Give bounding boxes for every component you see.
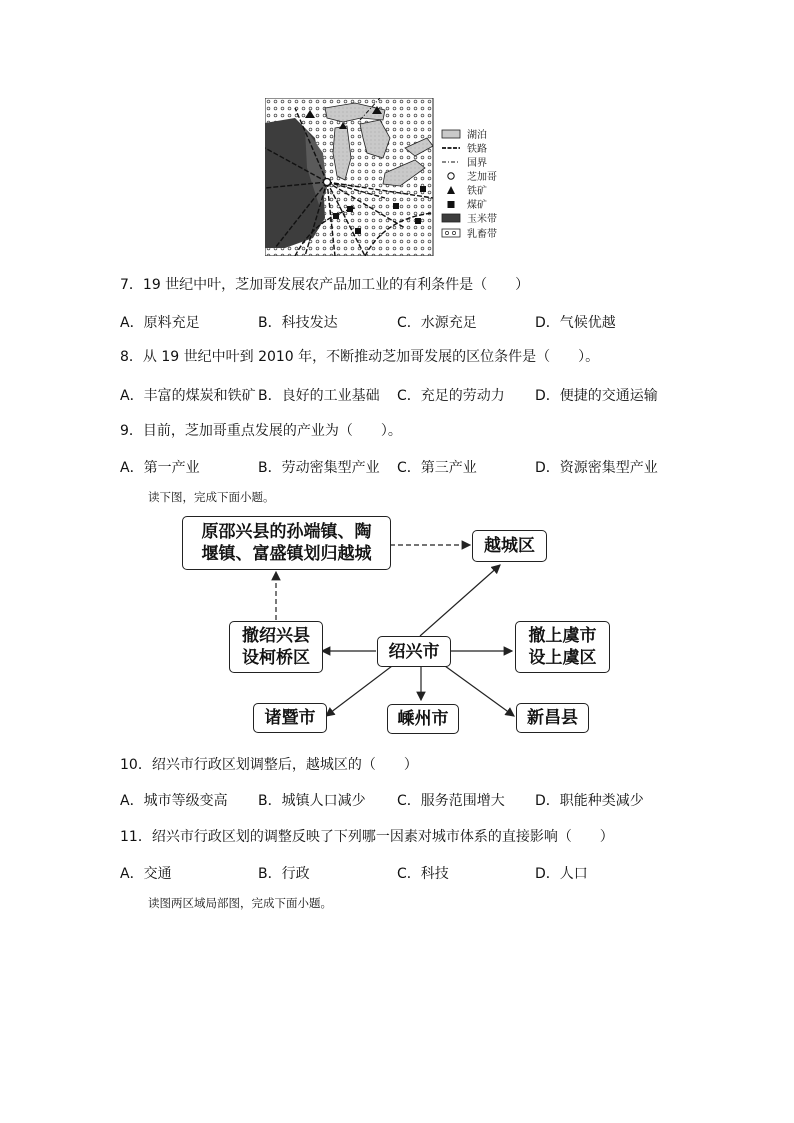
question-9-option-c[interactable]: C．第三产业 <box>397 460 477 476</box>
question-9-option-d[interactable]: D．资源密集型产业 <box>535 460 658 476</box>
legend-label: 湖泊 <box>467 130 487 141</box>
legend-label: 煤矿 <box>467 200 487 211</box>
question-7-stem: 7．19 世纪中叶，芝加哥发展农产品加工业的有利条件是（ ） <box>120 277 530 293</box>
arrow-center-to-yuecheng <box>420 565 500 636</box>
legend-label: 芝加哥 <box>467 172 497 183</box>
box-xinchang-label: 新昌县 <box>527 708 578 728</box>
box-zhuji-label: 诸暨市 <box>264 708 316 728</box>
question-11-option-d[interactable]: D．人口 <box>535 866 588 882</box>
question-8-option-a[interactable]: A．丰富的煤炭和铁矿 <box>120 388 256 404</box>
box-keqiao-line2: 设柯桥区 <box>242 648 310 668</box>
question-11-option-a[interactable]: A．交通 <box>120 866 172 882</box>
question-10-option-d[interactable]: D．职能种类减少 <box>535 793 644 809</box>
question-9-stem: 9．目前，芝加哥重点发展的产业为（ ）。 <box>120 423 402 439</box>
box-shaoxing-city <box>377 636 451 667</box>
question-8-option-c[interactable]: C．充足的劳动力 <box>397 388 505 404</box>
box-shangyu-line1: 撤上虞市 <box>528 626 597 646</box>
arrow-center-to-zhuji <box>326 666 392 716</box>
question-11-stem: 11．绍兴市行政区划的调整反映了下列哪一因素对城市体系的直接影响（ ） <box>120 829 614 845</box>
box-keqiao-district <box>229 621 323 673</box>
legend-label: 铁路 <box>467 144 487 155</box>
question-7-option-d[interactable]: D．气候优越 <box>535 315 616 331</box>
box-xinchang-county <box>516 703 589 733</box>
question-7-option-a[interactable]: A．原料充足 <box>120 315 200 331</box>
legend-label: 乳畜带 <box>467 229 497 240</box>
box-shengzhou-label: 嵊州市 <box>397 709 449 729</box>
question-10-stem: 10．绍兴市行政区划调整后，越城区的（ ） <box>120 757 418 773</box>
legend-label: 铁矿 <box>467 186 487 197</box>
box-shengzhou-city <box>387 704 459 734</box>
intro-text-2: 读图两区域局部图，完成下面小题。 <box>148 896 332 910</box>
question-8-option-b[interactable]: B．良好的工业基础 <box>258 388 380 404</box>
box-keqiao-line1: 撤绍兴县 <box>242 626 310 646</box>
question-9-option-a[interactable]: A．第一产业 <box>120 460 200 476</box>
question-11-option-b[interactable]: B．行政 <box>258 866 310 882</box>
box-zhuji-city <box>253 703 327 733</box>
question-10-option-c[interactable]: C．服务范围增大 <box>397 793 505 809</box>
legend-label: 国界 <box>467 158 487 169</box>
question-9-option-b[interactable]: B．劳动密集型产业 <box>258 460 380 476</box>
question-7-option-c[interactable]: C．水源充足 <box>397 315 477 331</box>
question-10-option-b[interactable]: B．城镇人口减少 <box>258 793 366 809</box>
box-shangyu-line2: 设上虞区 <box>528 648 597 668</box>
box-yuecheng-label: 越城区 <box>484 536 535 556</box>
box-town-transfer-line1: 原邵兴县的孙端镇、陶 <box>201 522 372 542</box>
box-town-transfer <box>182 516 391 570</box>
question-10-option-a[interactable]: A．城市等级变高 <box>120 793 228 809</box>
box-yuecheng-district <box>472 530 547 562</box>
question-11-option-c[interactable]: C．科技 <box>397 866 449 882</box>
box-shaoxing-label: 绍兴市 <box>388 641 440 662</box>
question-7-option-b[interactable]: B．科技发达 <box>258 315 338 331</box>
box-town-transfer-line2: 堰镇、富盛镇划归越城 <box>201 544 372 564</box>
question-8-option-d[interactable]: D．便捷的交通运输 <box>535 388 658 404</box>
box-shangyu-district <box>515 621 610 673</box>
question-8-stem: 8．从 19 世纪中叶到 2010 年，不断推动芝加哥发展的区位条件是（ ）。 <box>120 349 600 365</box>
intro-text-1: 读下图，完成下面小题。 <box>148 490 275 504</box>
legend-label: 玉米带 <box>467 214 497 225</box>
